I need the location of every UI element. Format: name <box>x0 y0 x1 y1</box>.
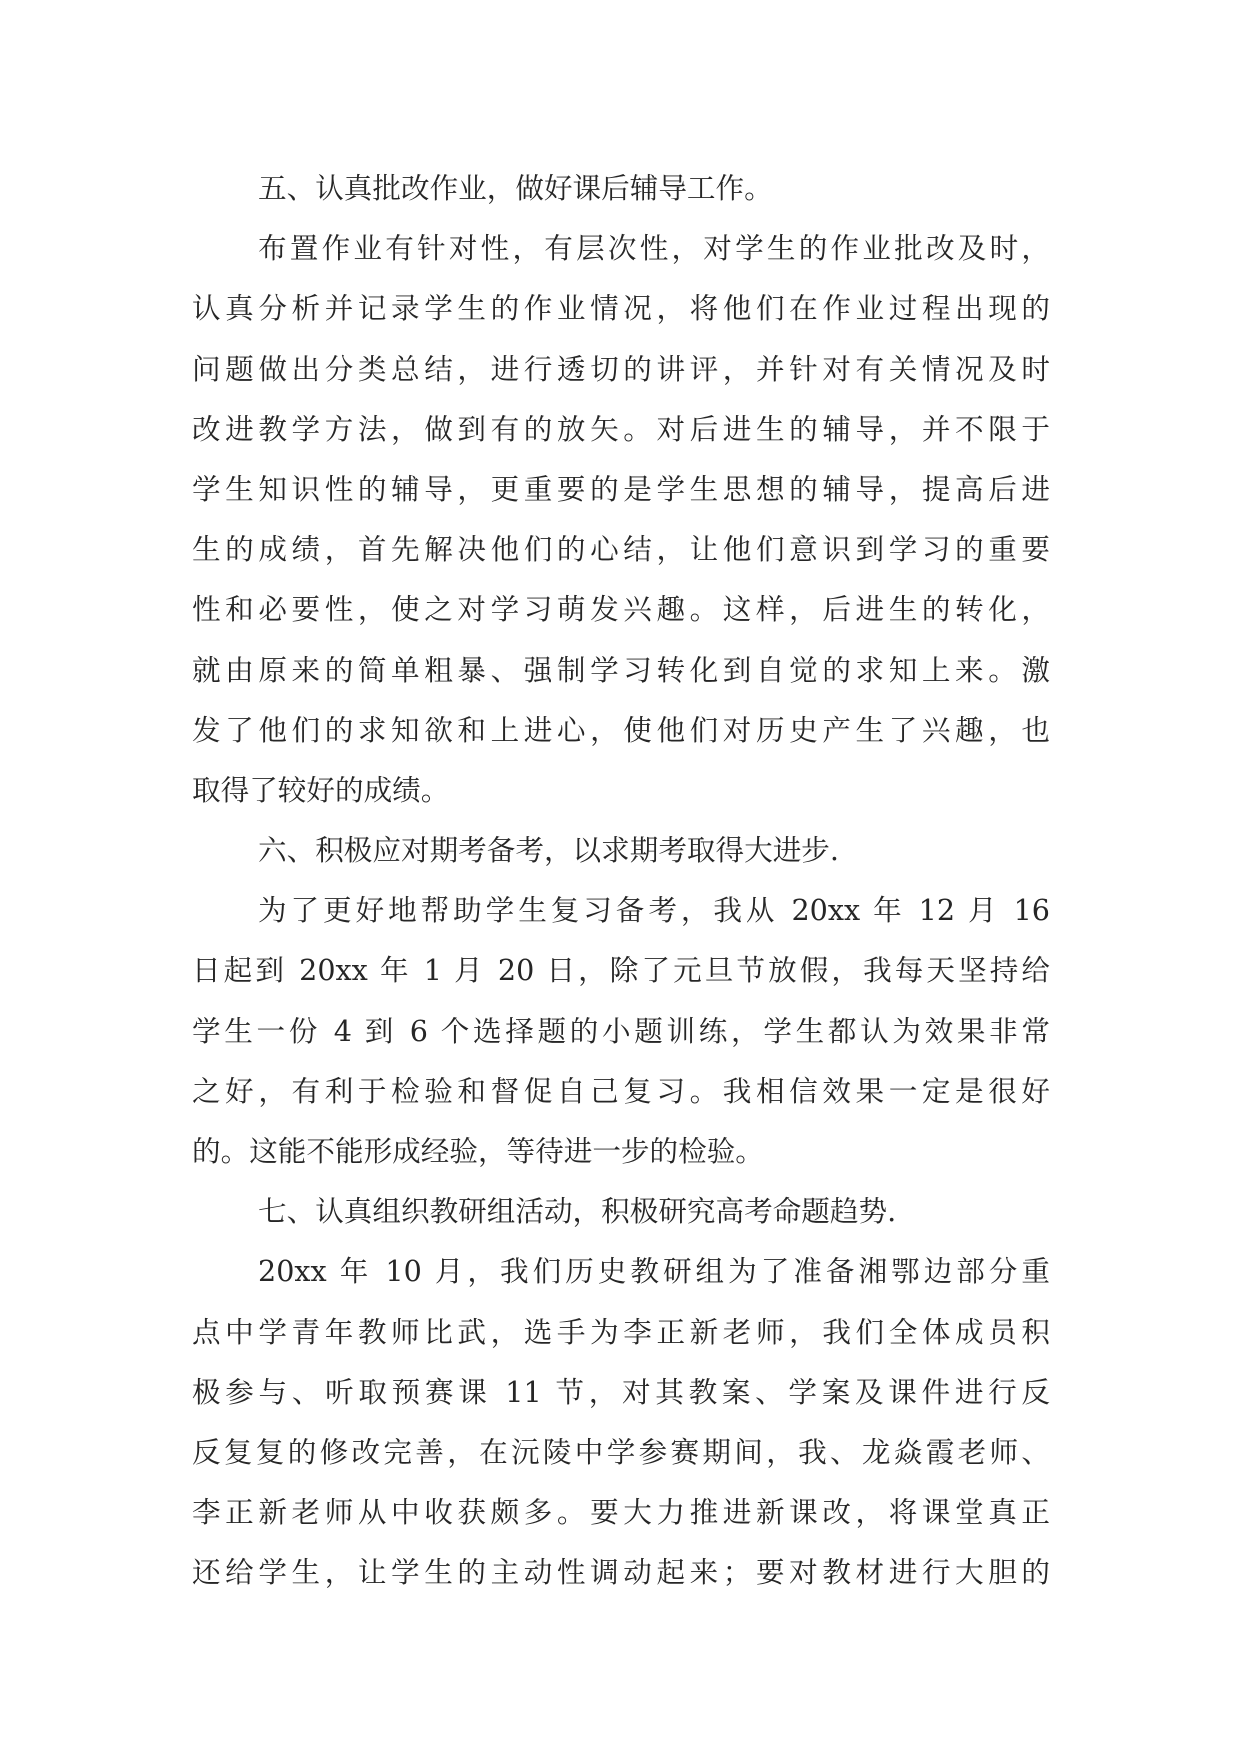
text-line: 六、积极应对期考备考，以求期考取得大进步. <box>258 833 839 868</box>
text-line: 之好，有利于检验和督促自己复习。我相信效果一定是很好 <box>192 1073 1050 1108</box>
text-line: 问题做出分类总结，进行透切的讲评，并针对有关情况及时 <box>192 351 1050 386</box>
text-line: 发了他们的求知欲和上进心，使他们对历史产生了兴趣，也 <box>192 712 1050 747</box>
text-line: 改进教学方法，做到有的放矢。对后进生的辅导，并不限于 <box>192 411 1050 446</box>
text-line: 七、认真组织教研组活动，积极研究高考命题趋势. <box>258 1194 897 1229</box>
text-line: 还给学生，让学生的主动性调动起来；要对教材进行大胆的 <box>192 1555 1050 1590</box>
text-line: 学生知识性的辅导，更重要的是学生思想的辅导，提高后进 <box>192 471 1050 506</box>
text-line: 布置作业有针对性，有层次性，对学生的作业批改及时， <box>258 231 1050 266</box>
text-line: 反复复的修改完善，在沅陵中学参赛期间，我、龙焱霞老师、 <box>192 1434 1050 1469</box>
text-line: 20xx 年 10 月，我们历史教研组为了准备湘鄂边部分重 <box>258 1254 1050 1289</box>
text-line: 极参与、听取预赛课 11 节，对其教案、学案及课件进行反 <box>192 1374 1050 1409</box>
text-line: 的。这能不能形成经验，等待进一步的检验。 <box>192 1134 764 1168</box>
text-line: 性和必要性，使之对学习萌发兴趣。这样，后进生的转化， <box>192 592 1050 627</box>
text-line: 李正新老师从中收获颇多。要大力推进新课改，将课堂真正 <box>192 1495 1050 1530</box>
text-line: 就由原来的简单粗暴、强制学习转化到自觉的求知上来。激 <box>192 652 1050 687</box>
text-line: 认真分析并记录学生的作业情况，将他们在作业过程出现的 <box>192 291 1050 326</box>
text-line: 为了更好地帮助学生复习备考，我从 20xx 年 12 月 16 <box>258 893 1050 928</box>
text-line: 生的成绩，首先解决他们的心结，让他们意识到学习的重要 <box>192 532 1050 567</box>
text-line: 点中学青年教师比武，选手为李正新老师，我们全体成员积 <box>192 1314 1050 1349</box>
document-body <box>192 158 1050 1603</box>
text-line: 取得了较好的成绩。 <box>192 772 450 807</box>
text-line: 日起到 20xx 年 1 月 20 日，除了元旦节放假，我每天坚持给 <box>192 953 1050 988</box>
text-line: 学生一份 4 到 6 个选择题的小题训练，学生都认为效果非常 <box>192 1013 1050 1048</box>
text-line: 五、认真批改作业，做好课后辅导工作。 <box>258 171 773 205</box>
